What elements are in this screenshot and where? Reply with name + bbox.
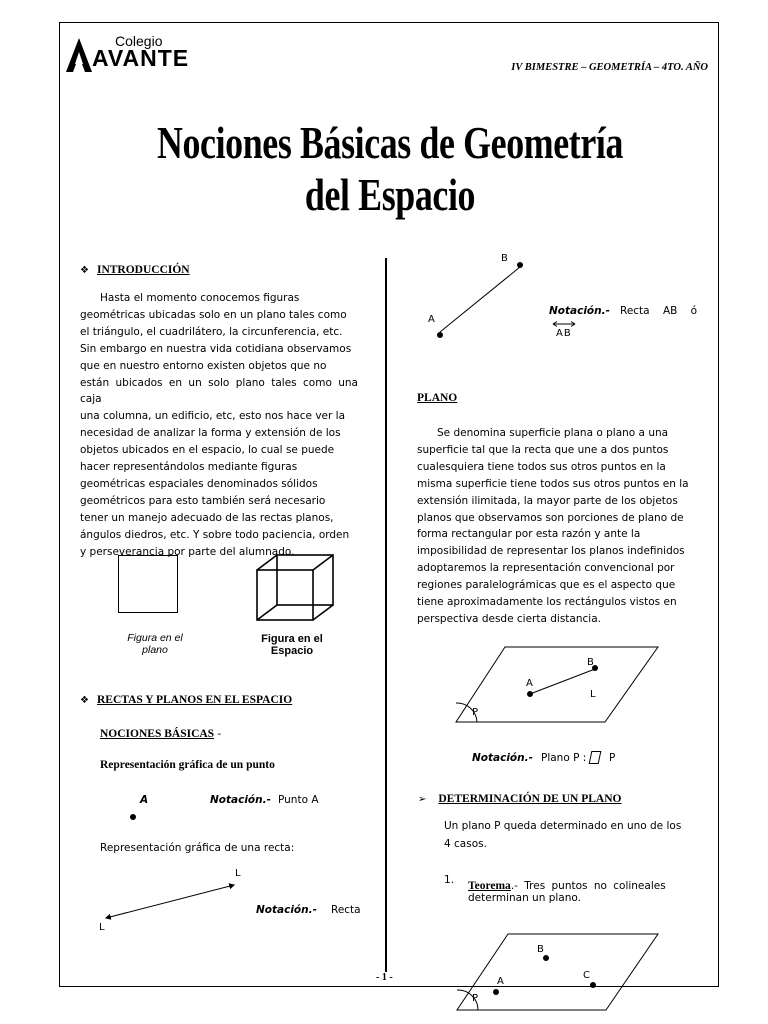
point-a-label: A (140, 794, 149, 806)
plane2-point-a-label: A (497, 976, 504, 987)
item-1-theorem: Teorema.- Tres puntos no colineales (468, 880, 666, 892)
rep-recta-label: Representación gráfica de una recta: (100, 842, 295, 854)
page-number: - 1 - (376, 972, 393, 983)
logo-colegio-text: Colegio (115, 33, 163, 49)
space-figure-caption: Figura en el Espacio (261, 633, 323, 657)
intro-paragraph: Hasta el momento conocemos figuras geométricas ubicadas solo en un plano tales como el triángulo, el cuadrilátero, la circunferencia, etc. Sin embargo en nuestra vida cotidiana observamos que en nuestro entorno existen objetos que no están ubicados en un solo plano tales como una caja una columna, un edificio, etc, esto nos hace ver la necesidad de analizar la forma y extensión de los objetos ubicados en el espacio, lo cual se puede hacer representándolos mediante figuras geométricas espaciales denominados sólidos geométricos para esto también será necesario tener un manejo adecuado de las rectas planos, ángulos diedros, etc. Y sobre todo paciencia, orden y perseverancia por parte del alumnado. (80, 292, 358, 558)
nociones-heading: NOCIONES BÁSICAS - (100, 728, 222, 740)
diamond-bullet-icon: ❖ (80, 265, 89, 276)
rectas-heading: ❖ RECTAS Y PLANOS EN EL ESPACIO (80, 694, 293, 706)
intro-heading: ❖ INTRODUCCIÓN (80, 264, 190, 276)
plane-figure-caption: Figura en el plano (127, 632, 183, 656)
logo-avante-text: AVANTE (92, 45, 190, 71)
recta-ab-text: Recta AB ó (620, 305, 698, 317)
punto-notacion-text: Punto A (278, 794, 319, 806)
course-header: IV BIMESTRE – GEOMETRÍA – 4TO. AÑO (511, 62, 708, 73)
item-1-line2: determinan un plano. (468, 892, 581, 904)
plane-p-figure (455, 645, 660, 725)
determinacion-intro-1: Un plano P queda determinado en uno de los (444, 820, 682, 832)
arrow-bullet-icon: ➢ (418, 794, 427, 805)
determinacion-intro-2: 4 casos. (444, 838, 487, 850)
cube-figure (256, 553, 336, 623)
plane2-point-b-label: B (537, 944, 544, 955)
plano-notacion-text: Plano P : (541, 752, 587, 764)
item-1-number: 1. (444, 874, 455, 886)
recta-notacion-label: Notación.- (256, 904, 317, 916)
plane2-p-label: P (472, 993, 479, 1004)
point-a-label-right: A (428, 314, 435, 325)
ab-overline-text: AB (556, 328, 572, 339)
recta-ab-notacion-label: Notación.- (549, 305, 610, 317)
line-ab-figure (430, 260, 530, 340)
plane-line-l-label: L (590, 689, 596, 700)
point-a-dot (130, 814, 136, 820)
column-divider (385, 258, 387, 980)
avante-logo-icon (66, 38, 92, 72)
line-l-bottom-label: L (99, 922, 105, 933)
page-title-line1: Nociones Básicas de Geometría (156, 117, 624, 168)
determinacion-heading: ➢ DETERMINACIÓN DE UN PLANO (418, 793, 622, 805)
point-b-label: B (501, 253, 508, 264)
plane-p-label: P (472, 707, 479, 718)
ab-arrow-icon (552, 321, 576, 327)
plano-notacion-p: P (609, 752, 616, 764)
line-l-top-label: L (235, 868, 241, 879)
rep-punto-heading: Representación gráfica de un punto (100, 759, 275, 771)
plane-point-a-label: A (526, 678, 533, 689)
recta-notacion-text: Recta (331, 904, 361, 916)
plano-notacion-label: Notación.- (472, 752, 533, 764)
square-figure (118, 555, 178, 613)
punto-notacion-label: Notación.- (210, 794, 271, 806)
plano-heading: PLANO (417, 392, 458, 404)
plane2-point-c-label: C (583, 970, 590, 981)
plane-point-b-label: B (587, 657, 594, 668)
plane-abc-figure (456, 932, 661, 1012)
page-title-line2: del Espacio (304, 169, 476, 220)
diamond-bullet-icon: ❖ (80, 695, 89, 706)
line-l-figure (100, 880, 240, 925)
plano-paragraph: Se denomina superficie plana o plano a una superficie tal que la recta que une a dos puntos cualesquiera tiene todos sus otros puntos en la misma superficie tiene todos sus otros puntos en la extensión ilimitada, la mayor parte de los objetos planos que observamos son porciones de plano de forma rectangular por esta razón y ante la imposibilidad de representar los planos indefinidos adoptaremos la representación convencional por regiones paralelográmicas que es el aspecto que tiene aproximadamente los rectángulos vistos en perspectiva desde cierta distancia. (417, 427, 689, 625)
